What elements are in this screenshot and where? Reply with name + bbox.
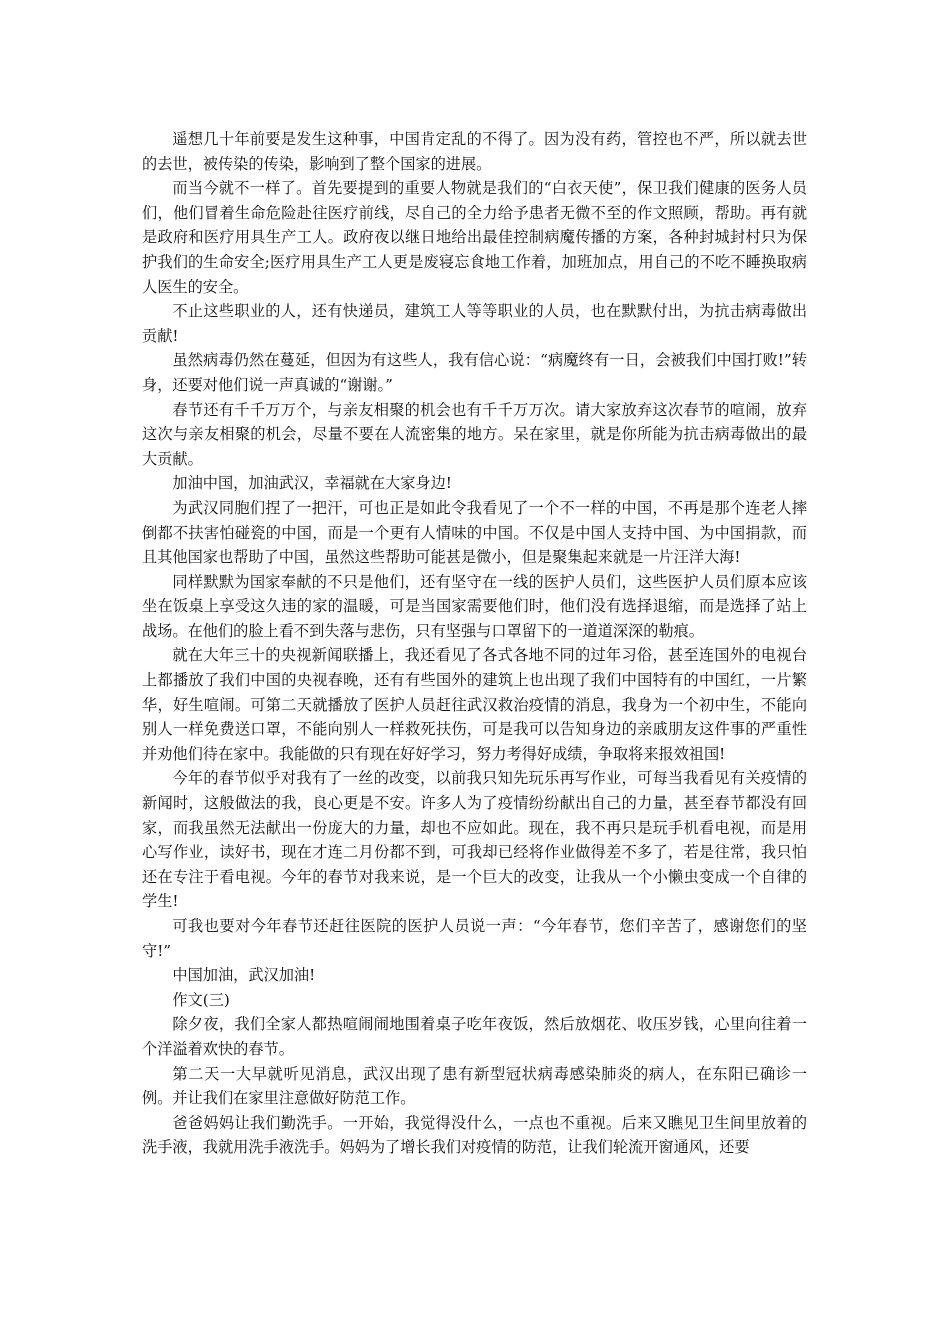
paragraph: 春节还有千千万万个，与亲友相聚的机会也有千千万万次。请大家放弃这次春节的喧闹，放弃这次与亲友相聚的机会，尽量不要在人流密集的地方。呆在家里，就是你所能为抗击病毒做出的最大贡献。 — [142, 400, 807, 468]
paragraph: 今年的春节似乎对我有了一丝的改变，以前我只知先玩乐再写作业，可每当我看见有关疫情的新闻时，这般做法的我，良心更是不安。许多人为了疫情纷纷献出自己的力量，甚至春节都没有回家，而我虽然无法献出一份庞大的力量，却也不应如此。现在，我不再只是玩手机看电视，而是用心写作业，读好书，现在才连二月份都不到，可我却已经将作业做得差不多了，若是往常，我只怕还在专注于看电视。今年的春节对我来说，是一个巨大的改变，让我从一个小懒虫变成一个自律的学生! — [142, 769, 807, 911]
paragraph: 虽然病毒仍然在蔓延，但因为有这些人，我有信心说：“病魔终有一日，会被我们中国打败!”转身，还要对他们说一声真诚的“谢谢。” — [142, 351, 807, 394]
paragraph: 而当今就不一样了。首先要提到的重要人物就是我们的“白衣天使”，保卫我们健康的医务人员们，他们冒着生命危险赴往医疗前线，尽自己的全力给予患者无微不至的作文照顾，帮助。再有就是政府和医疗用具生产工人。政府夜以继日地给出最佳控制病魔传播的方案，各种封城封村只为保护我们的生命安全;医疗用具生产工人更是废寝忘食地工作着，加班加点，用自己的不吃不睡换取病人医生的安全。 — [142, 179, 807, 296]
paragraph: 第二天一大早就听见消息，武汉出现了患有新型冠状病毒感染肺炎的病人，在东阳已确诊一例。并让我们在家里注意做好防范工作。 — [142, 1064, 807, 1108]
paragraph: 为武汉同胞们捏了一把汗，可也正是如此令我看见了一个不一样的中国，不再是那个连老人摔倒都不扶害怕碰瓷的中国，而是一个更有人情味的中国。不仅是中国人支持中国、为中国捐款，而且其他国家也帮助了中国，虽然这些帮助可能甚是微小，但是聚集起来就是一片汪洋大海! — [142, 498, 807, 567]
paragraph: 爸爸妈妈让我们勤洗手。一开始，我觉得没什么，一点也不重视。后来又瞧见卫生间里放着的洗手液，我就用洗手液洗手。妈妈为了增长我们对疫情的防范，让我们轮流开窗通风，还要 — [142, 1113, 807, 1157]
paragraph: 就在大年三十的央视新闻联播上，我还看见了各式各地不同的过年习俗，甚至连国外的电视台上都播放了我们中国的央视春晚，还有有些国外的建筑上也出现了我们中国特有的中国红，一片繁华，好生喧闹。可第二天就播放了医护人员赶往武汉救治疫情的消息，我身为一个初中生，不能向别人一样免费送口罩，不能向别人一样救死扶伤，可是我可以告知身边的亲戚朋友这件事的严重性并劝他们待在家中。我能做的只有现在好好学习，努力考得好成绩，争取将来报效祖国! — [142, 646, 807, 763]
section-heading: 作文(三) — [172, 990, 230, 1009]
paragraph: 同样默默为国家奉献的不只是他们，还有坚守在一线的医护人员们，这些医护人员们原本应该坐在饭桌上享受这久违的家的温暖，可是当国家需要他们时，他们没有选择退缩，而是选择了站上战场。在他们的脸上看不到失落与悲伤，只有坚强与口罩留下的一道道深深的勒痕。 — [142, 572, 807, 640]
paragraph: 除夕夜，我们全家人都热喧闹闹地围着桌子吃年夜饭，然后放烟花、收压岁钱，心里向往着一个洋溢着欢快的春节。 — [142, 1015, 807, 1058]
paragraph: 遥想几十年前要是发生这种事，中国肯定乱的不得了。因为没有药，管控也不严，所以就去世的去世，被传染的传染，影响到了整个国家的进展。 — [142, 130, 807, 173]
paragraph: 不止这些职业的人，还有快递员，建筑工人等等职业的人员，也在默默付出，为抗击病毒做出贡献! — [142, 302, 807, 345]
paragraph: 可我也要对今年春节还赶往医院的医护人员说一声：“今年春节，您们辛苦了，感谢您们的坚守!” — [142, 917, 807, 960]
paragraph: 中国加油，武汉加油! — [172, 966, 316, 985]
paragraph: 加油中国，加油武汉，幸福就在大家身边! — [172, 474, 452, 493]
document-page — [142, 127, 807, 1160]
